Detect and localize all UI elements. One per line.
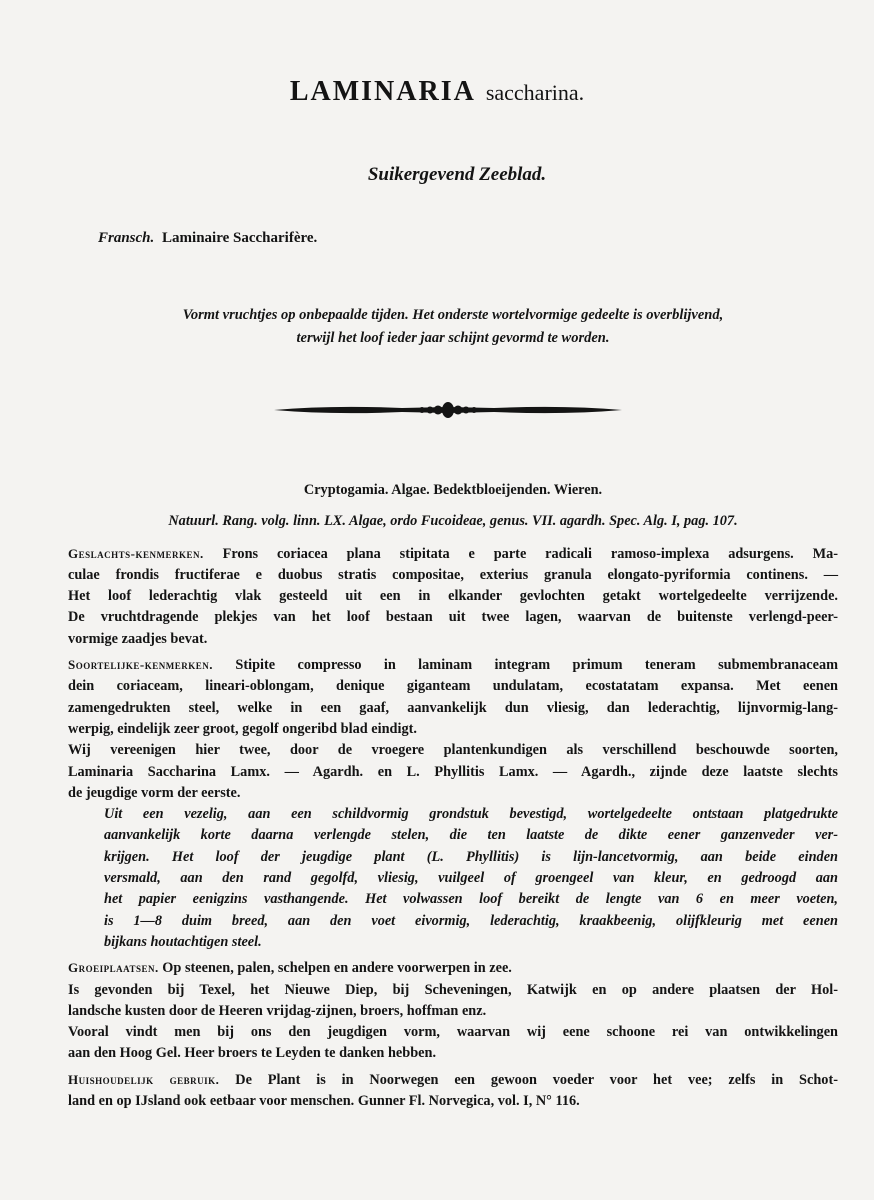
french-label: Fransch.: [98, 230, 155, 246]
habitat-line-5: aan den Hoog Gel. Heer broers te Leyden te danken hebben.: [68, 1045, 437, 1062]
habitat-line-1: [68, 957, 838, 979]
species-characters-label: Soortelijke-kenmerken.: [68, 657, 214, 673]
page-title: [0, 76, 874, 108]
species-characters-line-2: dein coriaceam, lineari-oblongam, denique giganteam undulatam, ecostatatam expansa. Met eenen: [68, 678, 838, 695]
household-label: Huishoudelijk gebruik.: [68, 1071, 220, 1087]
species-name: saccharina.: [485, 80, 585, 105]
description-line-4: versmald, aan den rand gegolfd, vliesig, vuilgeel of groengeel van kleur, en gedroogd aan: [104, 870, 838, 887]
genus-name: LAMINARIA: [289, 76, 476, 107]
genus-characters-label: Geslachts-kenmerken.: [68, 545, 204, 561]
species-characters-line-3: zamengedrukten steel, welke in een gaaf, aanvankelijk dun vliesig, dan lederachtig, lijnvormig-lang-: [68, 699, 838, 716]
union-note-line-1: Wij vereenigen hier twee, door de vroegere plantenkundigen als verschillend beschouwde soorten,: [68, 742, 838, 759]
description-line-5: het papier eenigzins vasthangende. Het volwassen loof bereikt de lengte van 6 en meer voeten,: [104, 891, 838, 908]
description-line-1: Uit een vezelig, aan een schildvormig grondstuk bevestigd, wortelgedeelte ontstaan platgedrukte: [104, 806, 838, 823]
habitat-line-2: Is gevonden bij Texel, het Nieuwe Diep, bij Scheveningen, Katwijk en op andere plaatsen der Hol-: [68, 981, 838, 998]
french-name: [98, 230, 317, 247]
ornamental-divider: [272, 400, 624, 420]
habitat-label: Groeiplaatsen.: [68, 960, 159, 976]
household-text: De Plant is in Noorwegen een gewoon voeder voor het vee; zelfs in Schot-: [235, 1071, 838, 1088]
description-line-7: bijkans houtachtigen steel.: [104, 933, 262, 950]
genus-characters-line-5: vormige zaadjes bevat.: [68, 630, 208, 647]
fruiting-note: [108, 304, 798, 350]
main-text: [68, 480, 838, 1112]
description-line-2: aanvankelijk korte daarna verlengde stelen, die ten laatste de dikte eener ganzenveder ver-: [104, 827, 838, 844]
habitat-text: Op steenen, palen, schelpen en andere voorwerpen in zee.: [162, 960, 512, 977]
genus-characters-line-4: De vruchtdragende plekjes van het loof bestaan uit twee lagen, waarvan de buitenste verlengd-peer-: [68, 609, 838, 626]
habitat-line-4: Vooral vindt men bij ons den jeugdigen vorm, waarvan wij eene schoone rei van ontwikkelingen: [68, 1024, 838, 1041]
classification-line-1: Cryptogamia. Algae. Bedektbloeijenden. Wieren.: [303, 482, 603, 498]
household-line-1: [68, 1069, 838, 1091]
description-line-3: krijgen. Het loof der jeugdige plant (L. Phyllitis) is lijn-lancetvormig, aan beide einden: [104, 848, 838, 865]
french-value: Laminaire Saccharifère.: [162, 230, 318, 246]
description-block: [68, 804, 838, 953]
species-characters-line-4: werpig, eindelijk zeer groot, gegolf ongeribd blad eindigt.: [68, 720, 417, 737]
genus-characters-line-2: culae frondis fructiferae e duobus stratis compositae, exterius granula elongato-pyriformia continens. —: [68, 566, 838, 583]
union-note-line-3: de jeugdige vorm der eerste.: [68, 784, 241, 801]
habitat-line-3: landsche kusten door de Heeren vrijdag-zijnen, broers, hoffman enz.: [68, 1002, 487, 1019]
species-characters-text: Stipite compresso in laminam integram primum teneram submembranaceam: [235, 657, 838, 674]
genus-characters-line-1: [68, 543, 838, 565]
genus-characters-line-3: Het loof lederachtig vlak gesteeld uit een in elkander gevlochten getakt wortelgedeelte verrijzende.: [68, 588, 838, 605]
classification-line-2: Natuurl. Rang. volg. linn. LX. Algae, ordo Fucoideae, genus. VII. agardh. Spec. Alg. I, pag. 107.: [168, 513, 738, 530]
fruiting-line-2: terwijl het loof ieder jaar schijnt gevormd te worden.: [296, 330, 610, 346]
dutch-common-name: Suikergevend Zeeblad.: [367, 164, 547, 185]
union-note-line-2: Laminaria Saccharina Lamx. — Agardh. en L. Phyllitis Lamx. — Agardh., zijnde deze laatste slechts: [68, 763, 838, 780]
fruiting-line-1: Vormt vruchtjes op onbepaalde tijden. Het onderste wortelvormige gedeelte is overblijvend,: [182, 307, 724, 323]
species-characters-line-1: [68, 654, 838, 676]
household-line-2: land en op IJsland ook eetbaar voor menschen. Gunner Fl. Norvegica, vol. I, N° 116.: [68, 1093, 580, 1110]
genus-characters-text: Frons coriacea plana stipitata e parte radicali ramoso-implexa adsurgens. Ma-: [222, 545, 839, 562]
description-line-6: is 1—8 duim breed, aan den voet eivormig, lederachtig, kraakbeenig, olijfkleurig met eenen: [104, 912, 838, 929]
